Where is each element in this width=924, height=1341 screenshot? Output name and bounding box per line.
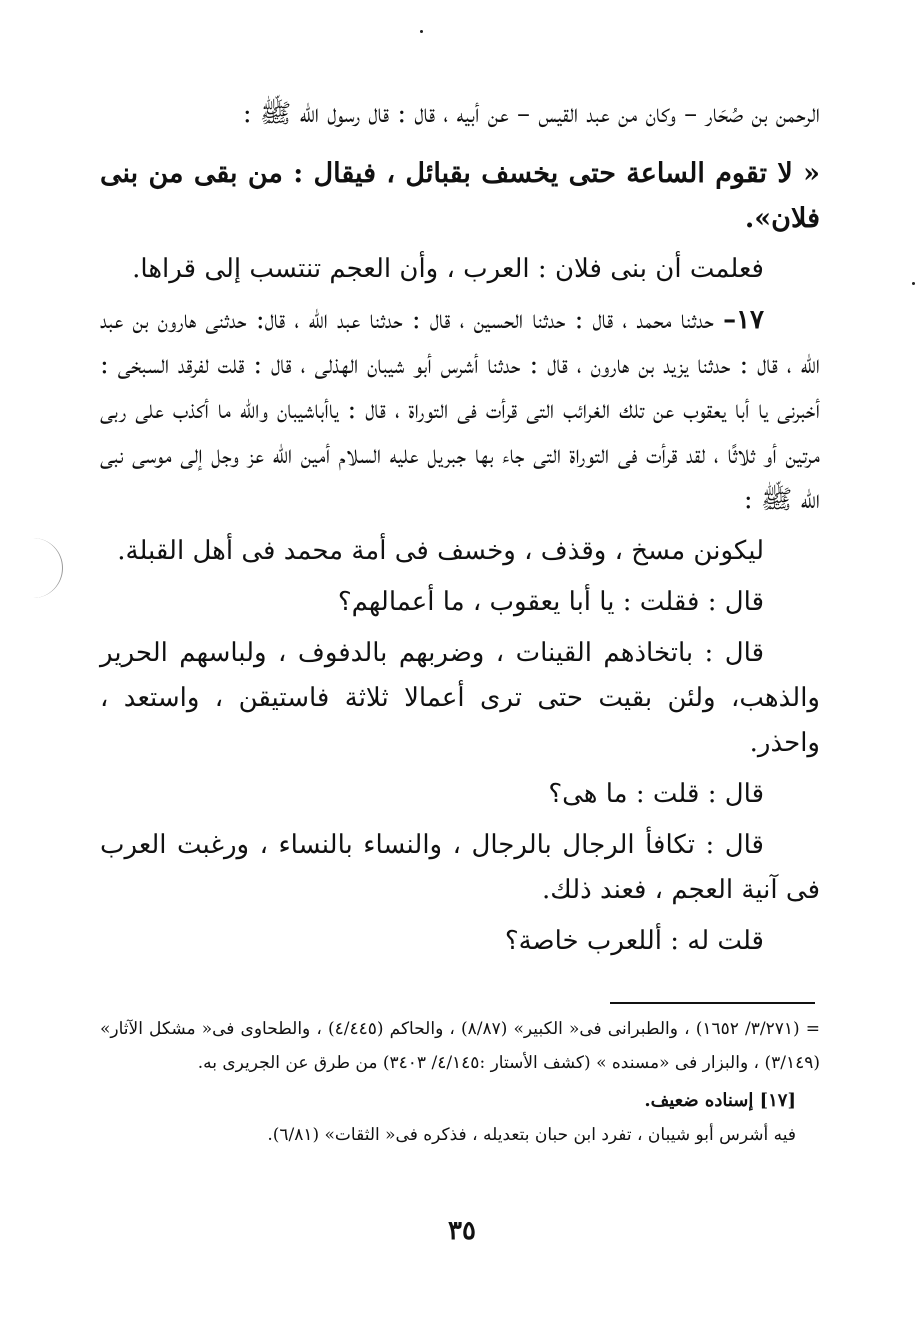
footnote-17-heading: [١٧] إسناده ضعيف. [644, 1090, 796, 1111]
paragraph-knew: فعلمت أن بنى فلان : العرب ، وأن العجم تنتسب إلى قراها. [132, 254, 764, 284]
hadith-number: ١٧– [723, 305, 765, 335]
paragraph-asked-1: قال : فقلت : يا أبا يعقوب ، ما أعمالهم؟ [337, 587, 764, 617]
paragraph-maskh: ليكونن مسخ ، وقذف ، وخسف فى أمة محمد فى أهل القبلة. [117, 536, 764, 566]
page-number: ٣٥ [448, 1216, 476, 1246]
hadith-quote: « لا تقوم الساعة حتى يخسف بقبائل ، فيقال : من بقى من بنى فلان». [100, 158, 820, 234]
paragraph-asked-3: قلت له : أللعرب خاصة؟ [504, 926, 764, 956]
main-text [100, 92, 820, 970]
scan-speck [420, 30, 423, 33]
paragraph-answer-2: قال : تكافأ الرجال بالرجال ، والنساء بالنساء ، ورغبت العرب فى آنية العجم ، فعند ذلك. [100, 830, 820, 905]
hadith-17 [100, 298, 820, 523]
paragraph-continuation: الرحمن بن صُحَار – وكان من عبد القيس – عن أبيه ، قال : قال رسول الله ﷺ : [242, 99, 820, 129]
footnote-continuation: = (٣/٢٧١/ ١٦٥٢) ، والطبرانى فى« الكبير» (٨/٨٧) ، والحاكم (٤/٤٤٥) ، والطحاوى فى« مشكل الآثار» (٣/١٤٩) ، والبزار فى «مسنده » (كشف الأستار :٤/١٤٥/ ٣٤٠٣) من طرق عن الجريرى به. [100, 1019, 820, 1073]
footnotes [100, 1012, 820, 1152]
hadith-17-text: حدثنا محمد ، قال : حدثنا الحسين ، قال : حدثنا عبد الله ، قال: حدثنى هارون بن عبد الله ، قال : حدثنا يزيد بن هارون ، قال : حدثنا أشرس أبو شيبان الهذلى ، قال : قلت لفرقد السبخى : أخبرنى يا أبا يعقوب عن تلك الغرائب التى قرأت فى التوراة ، قال : ياأباشيبان والله ما أكذب على ربى مرتين أو ثلاثًا ، لقد قرأت فى التوراة التى جاء بها جبريل عليه السلام أمين الله عز وجل إلى موسى نبى الله ﷺ : [100, 305, 820, 515]
paragraph-asked-2: قال : قلت : ما هى؟ [548, 779, 764, 809]
page-edge-shadow [22, 538, 63, 598]
paragraph-answer-1: قال : باتخاذهم القينات ، وضربهم بالدفوف ، ولباسهم الحرير والذهب، ولئن بقيت حتى ترى أعمالا ثلاثة فاستيقن ، واستعد ، واحذر. [100, 638, 820, 758]
scan-speck [912, 282, 915, 285]
footnote-divider [610, 1002, 815, 1004]
footnote-17-body: فيه أشرس أبو شيبان ، تفرد ابن حبان بتعديله ، فذكره فى« الثقات» (٦/٨١). [267, 1125, 796, 1145]
